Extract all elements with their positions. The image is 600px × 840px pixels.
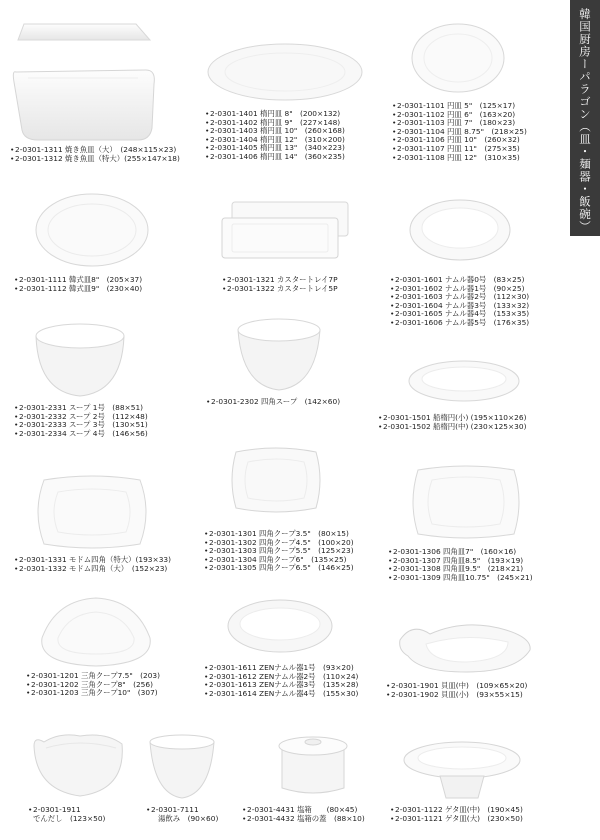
square-soup-bowl-image (232, 314, 326, 394)
list-item: •2-0301-1403 楕円皿 10" (260×168) (205, 126, 345, 136)
boat-oval-image (404, 356, 524, 406)
list-item: •2-0301-1901 貝皿(中) (109×65×20) (386, 681, 528, 690)
list-item: •2-0301-1304 四角クープ6" (135×25) (204, 554, 347, 564)
vertical-title: 韓国厨房ーパラゴン（皿・麺器・飯碗） (578, 8, 592, 233)
list-item: •2-0301-1104 円皿 8.75" (218×25) (392, 126, 527, 136)
list-1901 (386, 682, 527, 699)
list-1111 (14, 276, 142, 293)
list-item: •2-0301-1322 カスタートレイ5P (222, 283, 338, 293)
list-1601 (390, 276, 529, 328)
list-item: •2-0301-1606 ナムル器5号 (176×35) (390, 317, 530, 327)
list-item: •2-0301-1605 ナムル器4号 (153×35) (390, 309, 530, 319)
list-1301 (204, 530, 354, 573)
list-item: •2-0301-1312 焼き魚皿（特大）(255×147×18) (10, 153, 180, 163)
list-item: •2-0301-1332 モドム四角（大） (152×23) (14, 563, 168, 573)
list-item: •2-0301-1307 四角皿8.5" (193×19) (388, 555, 524, 565)
list-item: •2-0301-1404 楕円皿 12" (310×200) (205, 134, 345, 144)
list-1101 (392, 102, 527, 162)
list-4431 (242, 806, 365, 823)
list-1122 (390, 806, 523, 823)
modom-square-plate-image (30, 472, 154, 552)
list-item: •2-0301-1112 韓式皿9" (230×40) (14, 283, 143, 293)
dendashi-bowl-image (30, 728, 130, 800)
item-code: 2-0301-1911 (33, 805, 81, 814)
list-item: •2-0301-1102 円皿 6" (163×20) (392, 109, 516, 119)
list-item: •2-0301-1321 カスタートレイ7P (222, 275, 338, 284)
shell-plate-image (396, 620, 536, 676)
list-item: •2-0301-2332 スープ 2号 (112×48) (14, 411, 148, 421)
list-item: •2-0301-1103 円皿 7" (180×23) (392, 118, 516, 128)
round-plate-image (408, 20, 508, 96)
list-item: •2-0301-1401 楕円皿 8" (200×132) (205, 109, 341, 118)
list-item: •2-0301-1406 楕円皿 14" (360×235) (205, 151, 345, 161)
list-item: •2-0301-1202 三角クープ8" (256) (26, 679, 153, 689)
list-item: •2-0301-1902 貝皿(小) (93×55×15) (386, 689, 523, 699)
list-item: •2-0301-1201 三角クープ7.5" (203) (26, 671, 161, 680)
list-item: •2-0301-2333 スープ 3号 (130×51) (14, 420, 148, 430)
list-item: •2-0301-1306 四角皿7" (160×16) (388, 547, 517, 556)
item-name: でんだし (123×50) (33, 813, 106, 823)
list-item: •2-0301-4432 塩箱の蓋 (88×10) (242, 813, 365, 823)
list-item: •2-0301-1331 モドム四角（特大）(193×33) (14, 555, 171, 564)
list-item: •2-0301-1309 四角皿10.75" (245×21) (388, 572, 533, 582)
list-item: •2-0301-1614 ZENナムル器4号 (155×30) (204, 688, 359, 698)
list-1306 (388, 548, 533, 582)
list-item: •2-0301-1612 ZENナムル器2号 (110×24) (204, 671, 359, 681)
list-1311 (10, 146, 180, 163)
list-item: •2-0301-1302 四角クープ4.5" (100×20) (204, 537, 354, 547)
teacup-image (146, 732, 218, 802)
grilled-fish-plate-image (8, 22, 158, 142)
item-name: 湯飲み (90×60) (158, 813, 219, 823)
list-item: •2-0301-1602 ナムル器1号 (90×25) (390, 283, 525, 293)
list-item: •2-0301-1121 ゲタ皿(大) (230×50) (390, 813, 523, 823)
list-item: •2-0301-2334 スープ 4号 (146×56) (14, 428, 148, 438)
list-item: •2-0301-1101 円皿 5" (125×17) (392, 101, 516, 110)
list-item: •2-0301-4431 塩箱 (80×45) (242, 805, 358, 814)
caption-7111: •2-0301-7111 湯飲み (90×60) (146, 805, 219, 823)
list-1331 (14, 556, 171, 573)
list-item: •2-0301-1604 ナムル器3号 (133×32) (390, 300, 530, 310)
caption-1911: •2-0301-1911 でんだし (123×50) (28, 805, 106, 823)
square-plate-image (406, 462, 526, 542)
list-item: •2-0301-1308 四角皿9.5" (218×21) (388, 564, 524, 574)
list-item: •2-0301-1402 楕円皿 9" (227×148) (205, 117, 341, 127)
salt-box-image (272, 732, 354, 802)
list-item: •2-0301-1111 韓式皿8" (205×37) (14, 275, 143, 284)
geta-plate-image (400, 738, 524, 802)
korean-plate-image (32, 190, 152, 270)
caster-tray-image (218, 198, 358, 264)
list-1201 (26, 672, 160, 698)
list-item: •2-0301-1107 円皿 11" (275×35) (392, 143, 520, 153)
list-item: •2-0301-1501 船楕円(小) (195×110×26) (378, 413, 527, 422)
oval-plate-image (205, 40, 365, 104)
vertical-title-band (570, 0, 600, 236)
list-1501 (378, 414, 526, 431)
list-item: •2-0301-1405 楕円皿 13" (340×223) (205, 143, 345, 153)
square-coupe-image (226, 442, 326, 518)
list-item: •2-0301-1311 焼き魚皿（大） (248×115×23) (10, 145, 177, 154)
list-2331 (14, 404, 148, 438)
list-item: •2-0301-1613 ZENナムル器3号 (135×28) (204, 680, 359, 690)
list-1401 (205, 110, 345, 162)
list-item: •2-0301-1301 四角クープ3.5" (80×15) (204, 529, 349, 538)
list-item: •2-0301-1106 円皿 10" (260×32) (392, 135, 520, 145)
list-item: •2-0301-1305 四角クープ6.5" (146×25) (204, 563, 354, 573)
list-item: •2-0301-1303 四角クープ5.5" (125×23) (204, 546, 354, 556)
namul-bowl-image (405, 196, 515, 268)
list-2302 (206, 398, 340, 407)
zen-namul-bowl-image (225, 596, 335, 656)
list-item: •2-0301-1108 円皿 12" (310×35) (392, 152, 520, 162)
list-item: •2-0301-1502 船楕円(中) (230×125×30) (378, 421, 527, 431)
list-item: •2-0301-2331 スープ 1号 (88×51) (14, 403, 144, 412)
soup-bowl-image (30, 318, 130, 400)
list-item: •2-0301-1601 ナムル器0号 (83×25) (390, 275, 525, 284)
triangle-coupe-image (36, 594, 156, 670)
list-item: •2-0301-1611 ZENナムル器1号 (93×20) (204, 663, 354, 672)
list-item: •2-0301-1203 三角クープ10" (307) (26, 688, 158, 698)
list-item: •2-0301-1122 ゲタ皿(中) (190×45) (390, 805, 523, 814)
list-item: •2-0301-2302 四角スープ (142×60) (206, 397, 341, 406)
item-code: 2-0301-7111 (151, 805, 199, 814)
list-1321 (222, 276, 338, 293)
list-item: •2-0301-1603 ナムル器2号 (112×30) (390, 292, 530, 302)
list-1611 (204, 664, 358, 698)
